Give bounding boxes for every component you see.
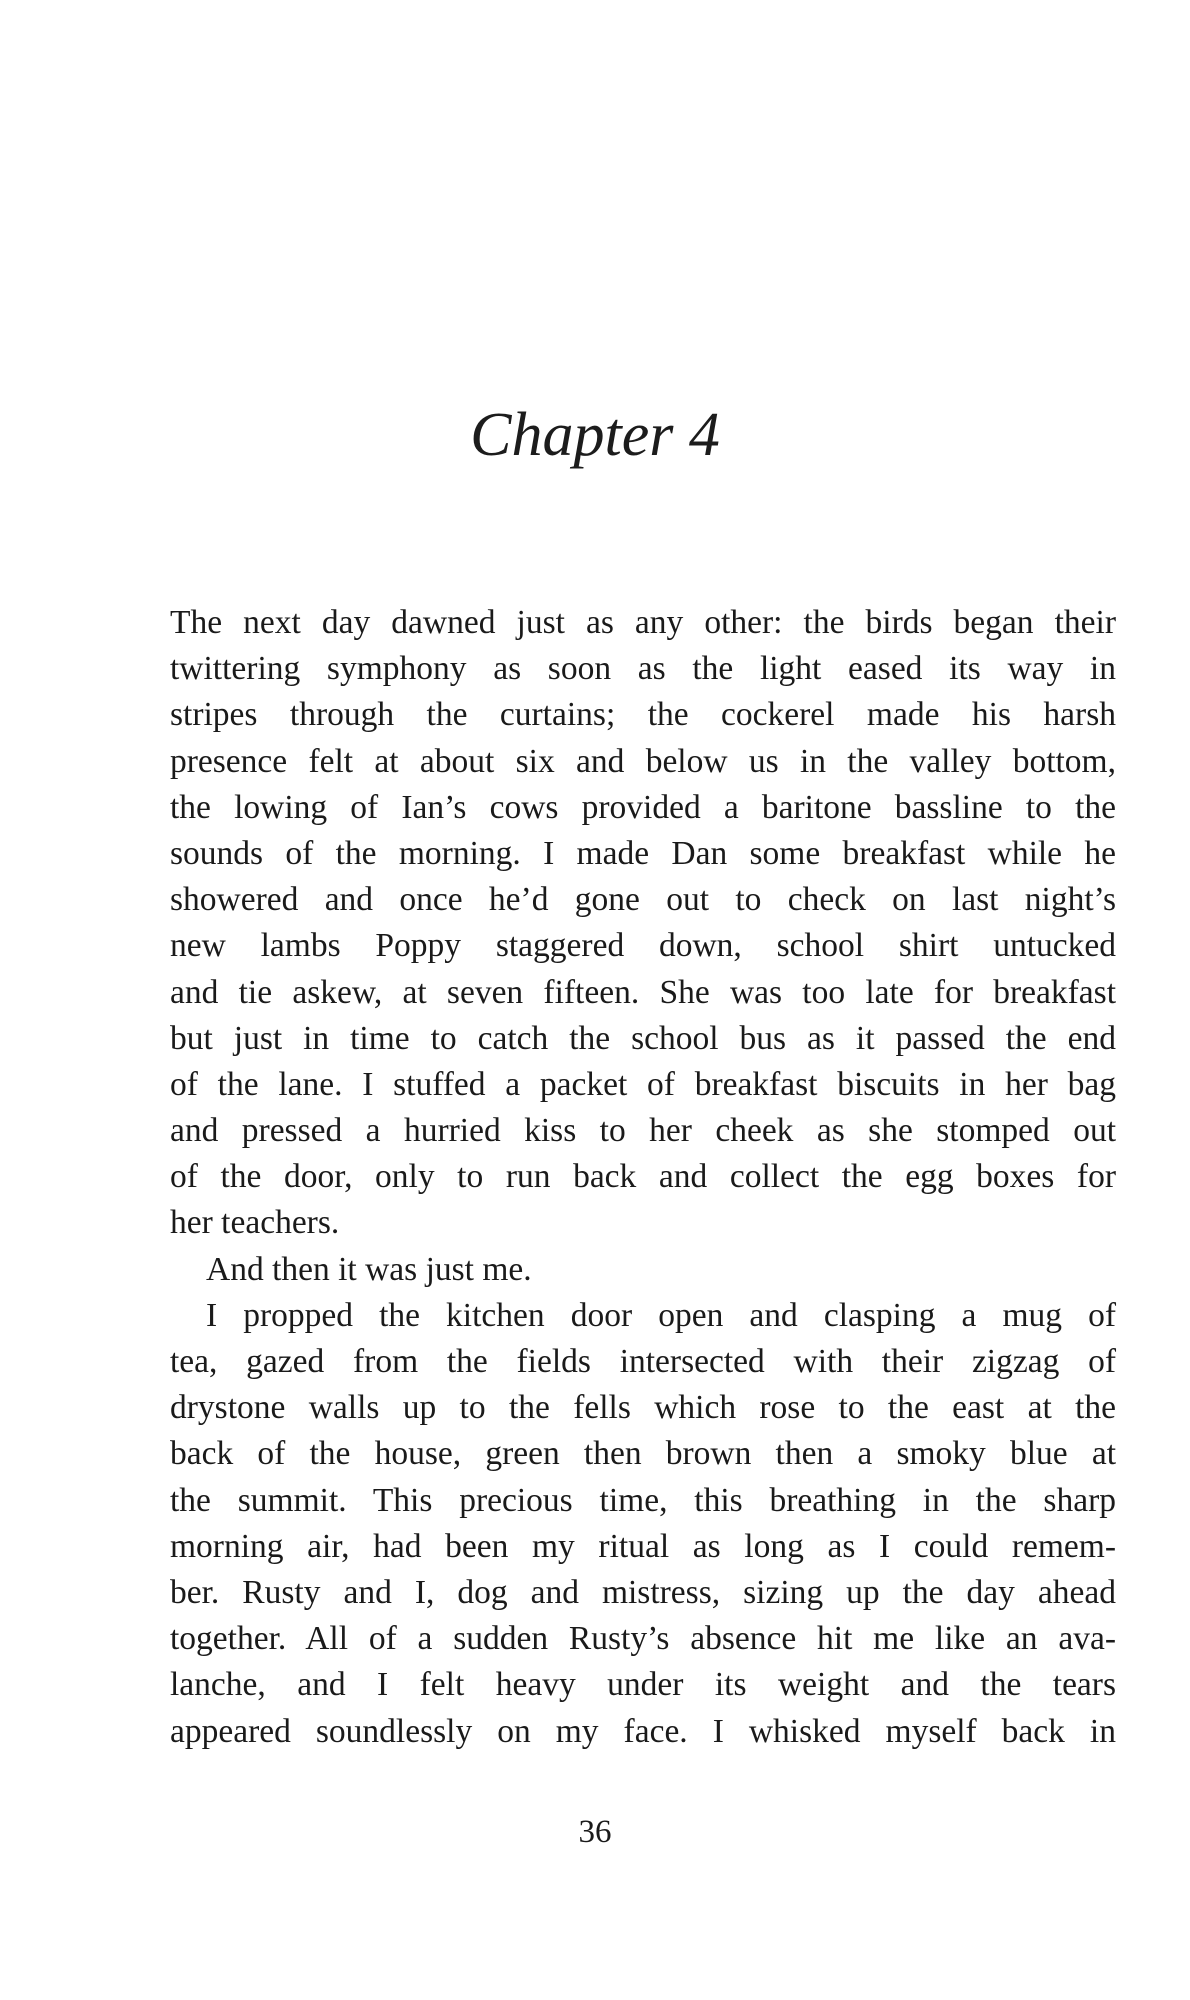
text-line: but just in time to catch the school bus as it passed the end <box>170 1019 1116 1057</box>
text-line: tea, gazed from the fields intersected with their zigzag of <box>170 1343 1116 1380</box>
text-line: and tie askew, at seven fifteen. She was too late for breakfast <box>170 973 1116 1011</box>
text-line: lanche, and I felt heavy under its weight and the tears <box>170 1666 1116 1704</box>
page-number: 36 <box>578 1814 612 1850</box>
body-text <box>170 600 1116 1755</box>
chapter-title: Chapter 4 <box>470 401 720 469</box>
text-line: new lambs Poppy staggered down, school shirt untucked <box>170 927 1116 965</box>
text-line: sounds of the morning. I made Dan some breakfast while he <box>170 834 1116 872</box>
text-line: and pressed a hurried kiss to her cheek as she stomped out <box>170 1112 1116 1150</box>
text-line: together. All of a sudden Rusty’s absence hit me like an ava- <box>170 1620 1116 1658</box>
text-line: morning air, had been my ritual as long as I could remem- <box>170 1527 1116 1565</box>
text-line: her teachers. <box>170 1204 340 1242</box>
text-line: drystone walls up to the fells which rose to the east at the <box>170 1389 1116 1427</box>
text-line: presence felt at about six and below us in the valley bottom, <box>170 742 1116 780</box>
text-line: ber. Rusty and I, dog and mistress, sizing up the day ahead <box>170 1573 1116 1611</box>
text-line: stripes through the curtains; the cockerel made his harsh <box>170 696 1116 734</box>
text-line: the summit. This precious time, this breathing in the sharp <box>170 1481 1116 1519</box>
text-line: showered and once he’d gone out to check on last night’s <box>170 881 1116 919</box>
text-line: of the lane. I stuffed a packet of breakfast biscuits in her bag <box>170 1065 1116 1103</box>
text-line: The next day dawned just as any other: the birds began their <box>170 604 1116 641</box>
text-line: of the door, only to run back and collect the egg boxes for <box>170 1158 1116 1196</box>
text-line: the lowing of Ian’s cows provided a baritone bassline to the <box>170 788 1116 826</box>
text-line: twittering symphony as soon as the light eased its way in <box>170 650 1116 688</box>
text-line: appeared soundlessly on my face. I whisked myself back in <box>170 1712 1116 1750</box>
text-line: I propped the kitchen door open and clasping a mug of <box>206 1296 1116 1334</box>
text-line: back of the house, green then brown then a smoky blue at <box>170 1435 1116 1473</box>
text-line: And then it was just me. <box>206 1250 532 1288</box>
